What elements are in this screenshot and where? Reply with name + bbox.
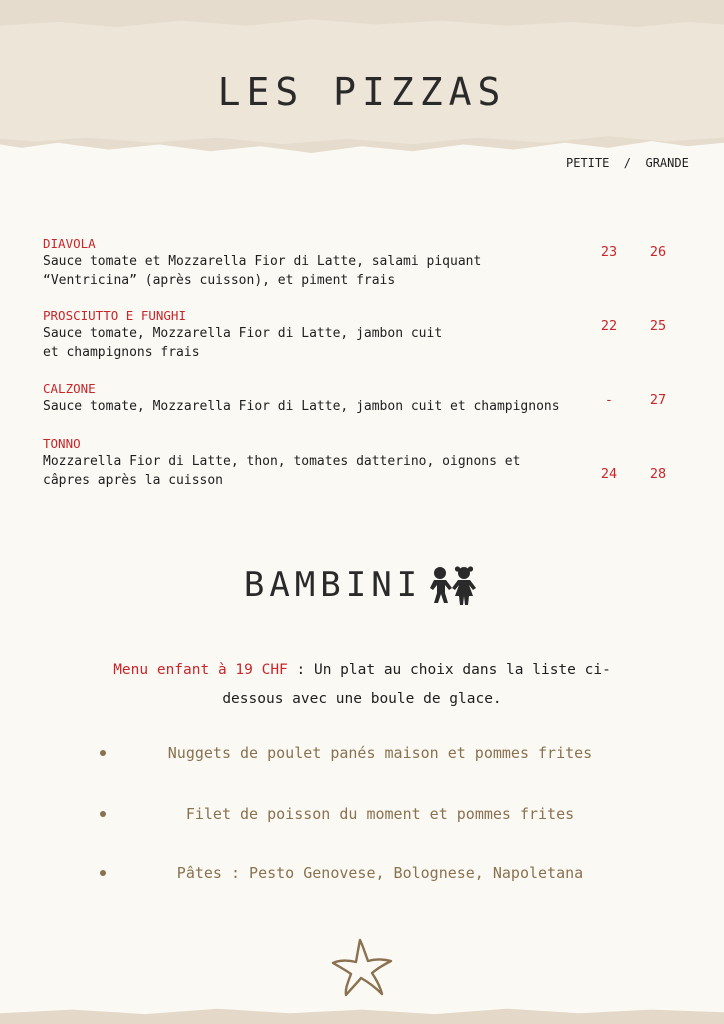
bullet-icon [100, 750, 106, 756]
price-grande: 26 [649, 244, 667, 260]
kids-menu-intro-text: dessous avec une boule de glace. [222, 691, 502, 707]
menu-item-desc-line: Sauce tomate, Mozzarella Fior di Latte, jambon cuit [43, 326, 443, 341]
menu-item-tonno [43, 435, 583, 490]
kids-icon [424, 565, 480, 605]
price-petite: - [604, 392, 614, 408]
bambini-heading [0, 563, 724, 605]
bullet-icon [100, 811, 106, 817]
price-petite: 22 [600, 318, 618, 334]
menu-item-calzone [43, 380, 583, 416]
star-logo-icon [330, 936, 394, 998]
kids-menu-item-text: Pâtes : Pesto Genovese, Bolognese, Napoletana [176, 864, 584, 882]
menu-item-name: TONNO [43, 436, 81, 451]
menu-item-desc-line: Mozzarella Fior di Latte, thon, tomates datterino, oignons et [43, 454, 521, 469]
price-petite: 24 [600, 466, 618, 482]
menu-item-diavola [43, 235, 583, 290]
kids-menu-intro [70, 656, 654, 714]
menu-item-desc-line: câpres après la cuisson [43, 473, 224, 488]
kids-menu-intro-text: : Un plat au choix dans la liste ci- [287, 662, 611, 678]
price-petite: 23 [600, 244, 618, 260]
kids-menu-price: Menu enfant à 19 CHF [113, 662, 288, 678]
torn-paper-footer-band [0, 1006, 724, 1024]
page-title: LES PIZZAS [217, 70, 507, 114]
price-grande: 25 [649, 318, 667, 334]
menu-item-name: CALZONE [43, 381, 96, 396]
bambini-title: BAMBINI [243, 564, 423, 605]
menu-item-desc-line: Sauce tomate et Mozzarella Fior di Latte, salami piquant [43, 254, 482, 269]
menu-item-prosciutto-e-funghi [43, 307, 583, 362]
price-grande: 28 [649, 466, 667, 482]
menu-item-desc-line: et champignons frais [43, 345, 200, 360]
kids-menu-item-text: Nuggets de poulet panés maison et pommes frites [167, 744, 593, 762]
menu-item-desc-line: Sauce tomate, Mozzarella Fior di Latte, jambon cuit et champignons [43, 399, 560, 414]
menu-item-desc-line: “Ventricina” (après cuisson), et piment frais [43, 273, 396, 288]
menu-item-name: PROSCIUTTO E FUNGHI [43, 308, 186, 323]
kids-menu-item-text: Filet de poisson du moment et pommes frites [185, 805, 575, 823]
size-column-header: PETITE / GRANDE [566, 156, 689, 170]
price-grande: 27 [649, 392, 667, 408]
bullet-icon [100, 870, 106, 876]
menu-item-name: DIAVOLA [43, 236, 96, 251]
